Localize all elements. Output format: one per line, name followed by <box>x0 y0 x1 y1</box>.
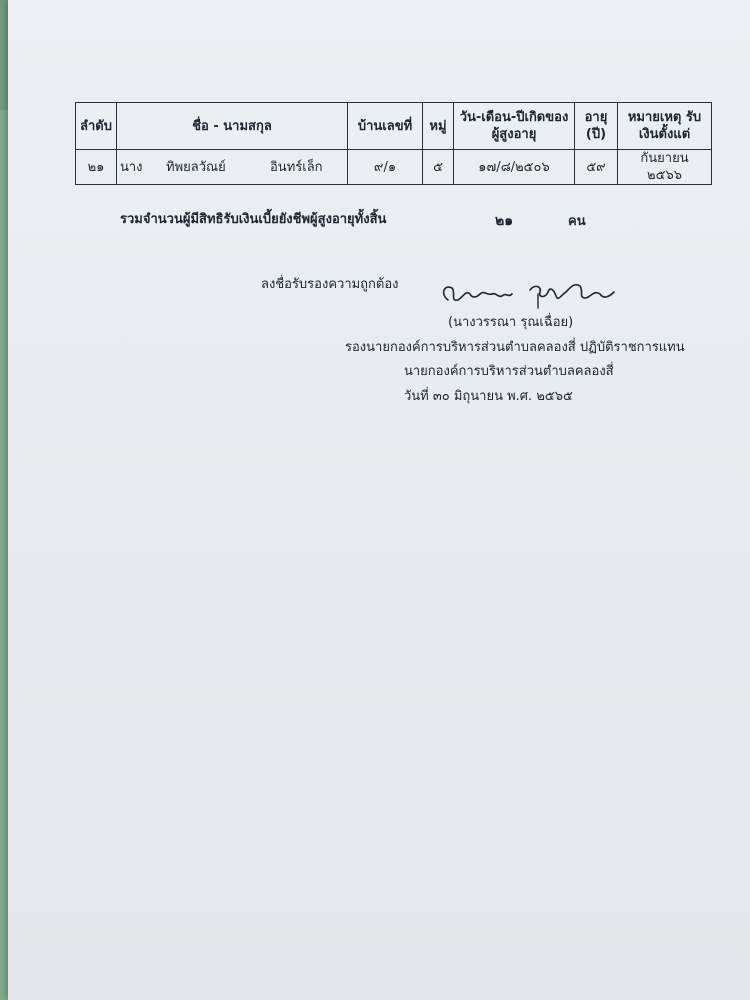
header-birth-date: วัน-เดือน-ปีเกิดของผู้สูงอายุ <box>454 103 575 150</box>
header-moo: หมู่ <box>423 103 454 150</box>
first-name: ทิพยลวัณย์ <box>166 159 226 175</box>
cell-moo: ๕ <box>423 150 454 185</box>
table-row <box>76 150 712 185</box>
last-name: อินทร์เล็ก <box>270 159 323 175</box>
summary-count: ๒๑ <box>495 213 514 229</box>
signer-name: (นางวรรณา รุณเฉื่อย) <box>448 315 574 330</box>
cell-remark: กันยายน ๒๕๖๖ <box>618 150 712 185</box>
cell-birth-date: ๑๗/๘/๒๕๐๖ <box>454 150 575 185</box>
header-house-no: บ้านเลขที่ <box>348 103 423 150</box>
signer-position-line1: รองนายกองค์การบริหารส่วนตำบลคลองสี่ ปฏิบัติราชการแทน <box>345 340 685 355</box>
summary-label: รวมจำนวนผู้มีสิทธิรับเงินเบี้ยยังชีพผู้สูงอายุทั้งสิ้น <box>120 212 387 227</box>
table-header-row <box>76 103 712 150</box>
certification-date: วันที่ ๓๐ มิถุนายน พ.ศ. ๒๕๖๕ <box>404 389 573 404</box>
signer-position-line2: นายกองค์การบริหารส่วนตำบลคลองสี่ <box>404 364 614 379</box>
cell-age: ๕๙ <box>575 150 618 185</box>
header-remark: หมายเหตุ รับเงินตั้งแต่ <box>618 103 712 150</box>
header-name: ชื่อ - นามสกุล <box>117 103 348 150</box>
cell-house-no: ๙/๑ <box>348 150 423 185</box>
name-prefix: นาง <box>120 159 143 175</box>
cell-name <box>117 150 348 185</box>
handwritten-signature <box>430 276 630 310</box>
certification-label: ลงชื่อรับรองความถูกต้อง <box>261 277 399 292</box>
header-order: ลำดับ <box>76 103 117 150</box>
header-age: อายุ (ปี) <box>575 103 618 150</box>
cell-order: ๒๑ <box>76 150 117 185</box>
elderly-allowance-table <box>75 102 712 185</box>
summary-unit: คน <box>568 214 586 229</box>
